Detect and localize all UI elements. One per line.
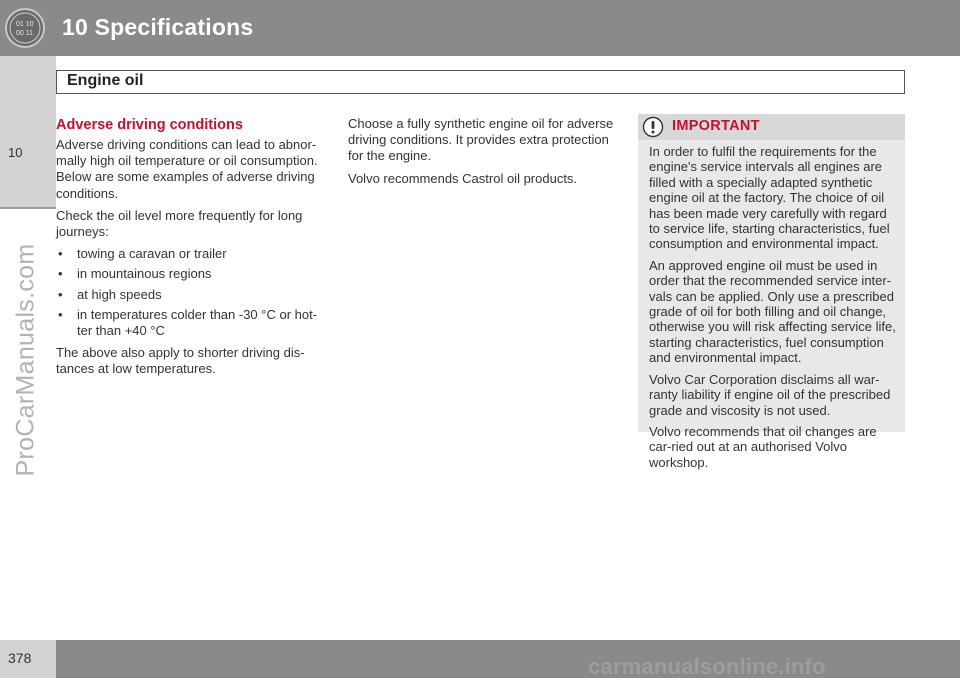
list-item-text: at high speeds [77, 286, 162, 302]
important-body [649, 144, 901, 476]
bullet-icon: • [58, 306, 63, 322]
bullet-icon: • [58, 286, 63, 302]
bullet-icon: • [58, 246, 63, 262]
adverse-conditions-list [56, 246, 326, 339]
chapter-number: 10 [8, 145, 23, 160]
middle-column [348, 116, 618, 193]
list-item-text: towing a caravan or trailer [77, 246, 227, 262]
adverse-intro-paragraph: Adverse driving conditions can lead to abnor-mally high oil temperature or oil consumption. Below are some examples of adverse driving conditions. [56, 137, 318, 201]
svg-text:00 11: 00 11 [16, 30, 33, 37]
left-column [56, 116, 326, 384]
castrol-paragraph: Volvo recommends Castrol oil products. [348, 170, 578, 186]
check-oil-paragraph: Check the oil level more frequently for long journeys: [56, 207, 303, 240]
section-title-box [56, 70, 905, 94]
chapter-badge-icon [5, 8, 45, 48]
important-paragraph: An approved engine oil must be used in order that the recommended service inter-vals can be applied. Only use a prescribed grade of oil for both filling and oil change, otherwise you will risk affecting service life, starting characteristics, fuel consumption and environmental impact. [649, 257, 896, 366]
chapter-tab-divider [0, 207, 56, 209]
side-watermark [4, 230, 48, 490]
important-paragraph: Volvo Car Corporation disclaims all war-ranty liability if engine oil of the prescribed grade and viscosity is not used. [649, 371, 891, 418]
list-item [56, 246, 326, 262]
important-paragraph: Volvo recommends that oil changes are car-ried out at an authorised Volvo workshop. [649, 423, 877, 470]
svg-text:01 10: 01 10 [16, 21, 34, 28]
chapter-title: 10 Specifications [62, 14, 254, 40]
synthetic-oil-paragraph: Choose a fully synthetic engine oil for adverse driving conditions. It provides extra protection for the engine. [348, 116, 614, 164]
section-title: Engine oil [67, 72, 144, 89]
list-item-text: in temperatures colder than -30 °C or hot-ter than +40 °C [77, 306, 318, 339]
bullet-icon: • [58, 266, 63, 282]
side-watermark-text: ProCarManuals.com [11, 243, 40, 477]
important-notice-box [638, 114, 905, 470]
important-paragraph: In order to fulfil the requirements for the engine's service intervals all engines are filled with a specially adapted synthetic engine oil at the factory. The choice of oil has been made very carefully with regard to service life, starting characteristics, fuel consumption and environmental impact. [649, 144, 890, 252]
list-item [56, 287, 326, 303]
exclamation-warning-icon [642, 116, 664, 138]
chapter-tab-strip [0, 56, 56, 208]
list-item [56, 266, 326, 282]
page-number: 378 [8, 650, 32, 666]
important-header [638, 114, 905, 140]
list-item-text: in mountainous regions [77, 266, 212, 282]
adverse-conditions-heading: Adverse driving conditions [56, 117, 243, 133]
important-title: IMPORTANT [672, 118, 760, 134]
list-item [56, 307, 326, 339]
closing-paragraph: The above also apply to shorter driving dis-tances at low temperatures. [56, 345, 305, 377]
footer-watermark: carmanualsonline.info [588, 654, 826, 678]
